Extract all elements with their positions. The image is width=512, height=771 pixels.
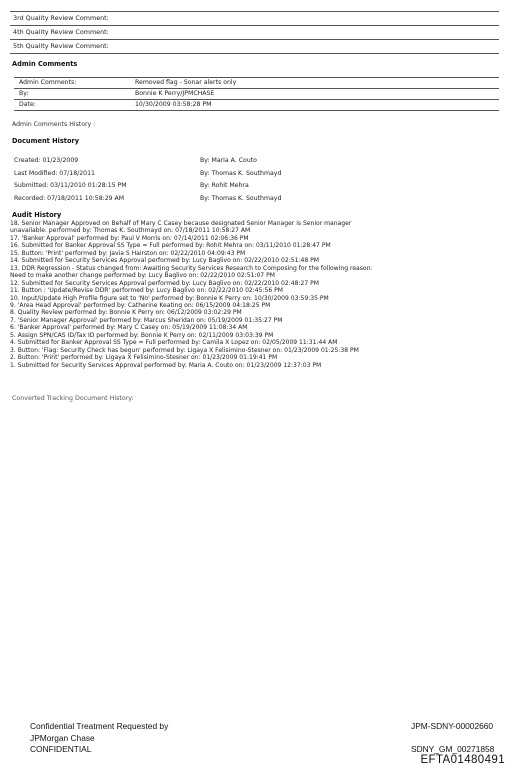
converted-tracking-history-label: Converted Tracking Document History: xyxy=(12,395,134,402)
audit-entry: 15. Button: 'Print' performed by: Javia S Hairston on: 02/22/2010 04:09:43 PM xyxy=(10,249,246,257)
admin-comments-label: Admin Comments: xyxy=(19,79,77,86)
history-row-last-modified xyxy=(14,168,314,181)
footer-confidential-line1: Confidential Treatment Requested by xyxy=(30,721,169,731)
quality-review-comments-table xyxy=(10,11,499,54)
bates-number: EFTA01480491 xyxy=(420,754,505,766)
history-row-submitted xyxy=(14,180,314,193)
audit-entry: 2. Button: 'Print' performed by: Ligaya X Felisimino-Stesner on: 01/23/2009 01:19:41 PM xyxy=(10,354,278,362)
quality-review-comment-row: 5th Quality Review Comment: xyxy=(10,40,499,54)
audit-history-heading: Audit History xyxy=(12,211,62,219)
submitted-by: By: Rohit Mehra xyxy=(200,182,249,189)
audit-entry: 17. 'Banker Approval' performed by: Paul V Morris on: 07/14/2011 02:06:36 PM xyxy=(10,234,249,242)
admin-comments-row xyxy=(14,78,499,89)
audit-entry: 18. Senior Manager Approved on Behalf of Mary C Casey because designated Senior Manager is Senior manager xyxy=(10,220,352,227)
audit-entry: 4. Submitted for Banker Approval SS Type = Full performed by: Camila X Lopez on: 02/05/2009 11:31:44 AM xyxy=(10,339,338,347)
audit-entry: 5. Assign SPN/CAS ID/Tax ID performed by: Bonnie K Perry on: 02/11/2009 03:03:39 PM xyxy=(10,331,274,339)
admin-date-label: Date: xyxy=(19,101,36,108)
admin-comments-history-label: Admin Comments History : xyxy=(12,121,96,128)
footer-reference-sdny: SDNY_GM_00271858 xyxy=(411,744,495,754)
admin-date-value: 10/30/2009 03:58:28 PM xyxy=(135,101,212,108)
admin-comments-value: Removed flag - Sonar alerts only xyxy=(135,79,237,86)
admin-by-label: By: xyxy=(19,90,29,97)
footer-reference-jpm: JPM-SDNY-00002660 xyxy=(411,721,494,731)
audit-entry: 10. Input/Update High Profile figure set to 'No' performed by: Bonnie K Perry on: 10/30/2009 03:59:35 PM xyxy=(10,294,329,302)
audit-entry: Need to make another change performed by: Lucy Baglivo on: 02/22/2010 02:51:07 PM xyxy=(10,272,275,280)
admin-by-value: Bonnie K Perry/JPMCHASE xyxy=(135,90,215,97)
audit-entry: 7. 'Senior Manager Approval' performed by: Marcus Sheridan on: 05/19/2009 01:35:27 PM xyxy=(10,316,283,324)
audit-entry: unavailable. performed by: Thomas K. Southmayd on: 07/18/2011 10:58:27 AM xyxy=(10,227,251,235)
document-history-grid xyxy=(14,155,314,205)
document-history-heading: Document History xyxy=(12,137,80,145)
audit-entry: 14. Submitted for Security Services Approval performed by: Lucy Baglivo on: 02/22/2010 02:51:48 PM xyxy=(10,257,319,265)
audit-entry: 12. Submitted for Security Services Approval performed by: Lucy Baglivo on: 02/22/2010 02:48:27 PM xyxy=(10,279,319,287)
created-by: By: Maria A. Couto xyxy=(200,157,257,164)
submitted-date: Submitted: 03/11/2010 01:28:15 PM xyxy=(14,182,127,189)
recorded-date: Recorded: 07/18/2011 10:58:29 AM xyxy=(14,194,125,202)
admin-date-row xyxy=(14,100,499,111)
audit-entry: 8. Quality Review performed by: Bonnie K Perry on: 06/12/2009 03:02:29 PM xyxy=(10,309,242,317)
admin-comments-table xyxy=(14,77,499,111)
recorded-by: By: Thomas K. Southmayd xyxy=(200,194,282,202)
audit-entry: 13. DDR Regression - Status changed from: Awaiting Security Services Research to Composing for the following reason: xyxy=(10,264,373,272)
created-date: Created: 01/23/2009 xyxy=(14,157,79,164)
footer-company: JPMorgan Chase xyxy=(30,733,95,743)
admin-comments-heading: Admin Comments xyxy=(12,60,78,68)
history-row-created xyxy=(14,155,314,168)
admin-by-row xyxy=(14,89,499,100)
history-row-recorded xyxy=(14,193,314,206)
audit-entry: 1. Submitted for Security Services Approval performed by: Maria A. Couto on: 01/23/2009 12:37:03 PM xyxy=(10,361,322,369)
audit-entry: 9. 'Area Head Approval' performed by: Catherine Keating on: 06/15/2009 04:18:25 PM xyxy=(10,301,271,309)
footer-confidential-line3: CONFIDENTIAL xyxy=(30,744,92,754)
last-modified-date: Last Modified: 07/18/2011 xyxy=(14,169,95,177)
quality-review-comment-row: 3rd Quality Review Comment: xyxy=(10,12,499,26)
last-modified-by: By: Thomas K. Southmayd xyxy=(200,169,282,177)
audit-entry: 11. Button : 'Update/Revise DDR' performed by: Lucy Baglivo on: 02/22/2010 02:45:56 PM xyxy=(10,287,284,295)
quality-review-comment-row: 4th Quality Review Comment: xyxy=(10,26,499,40)
audit-entry: 6. 'Banker Approval' performed by: Mary C Casey on: 05/19/2009 11:08:34 AM xyxy=(10,324,248,332)
audit-history-list xyxy=(10,220,500,369)
audit-entry: 16. Submitted for Banker Approval SS Type = Full performed by: Rohit Mehra on: 03/11/2010 01:28:47 PM xyxy=(10,242,331,250)
audit-entry: 3. Button: 'Flag: Security Check has begun' performed by: Ligaya X Felisimino-Stesner on: 01/23/2009 01:25:38 PM xyxy=(10,346,359,354)
